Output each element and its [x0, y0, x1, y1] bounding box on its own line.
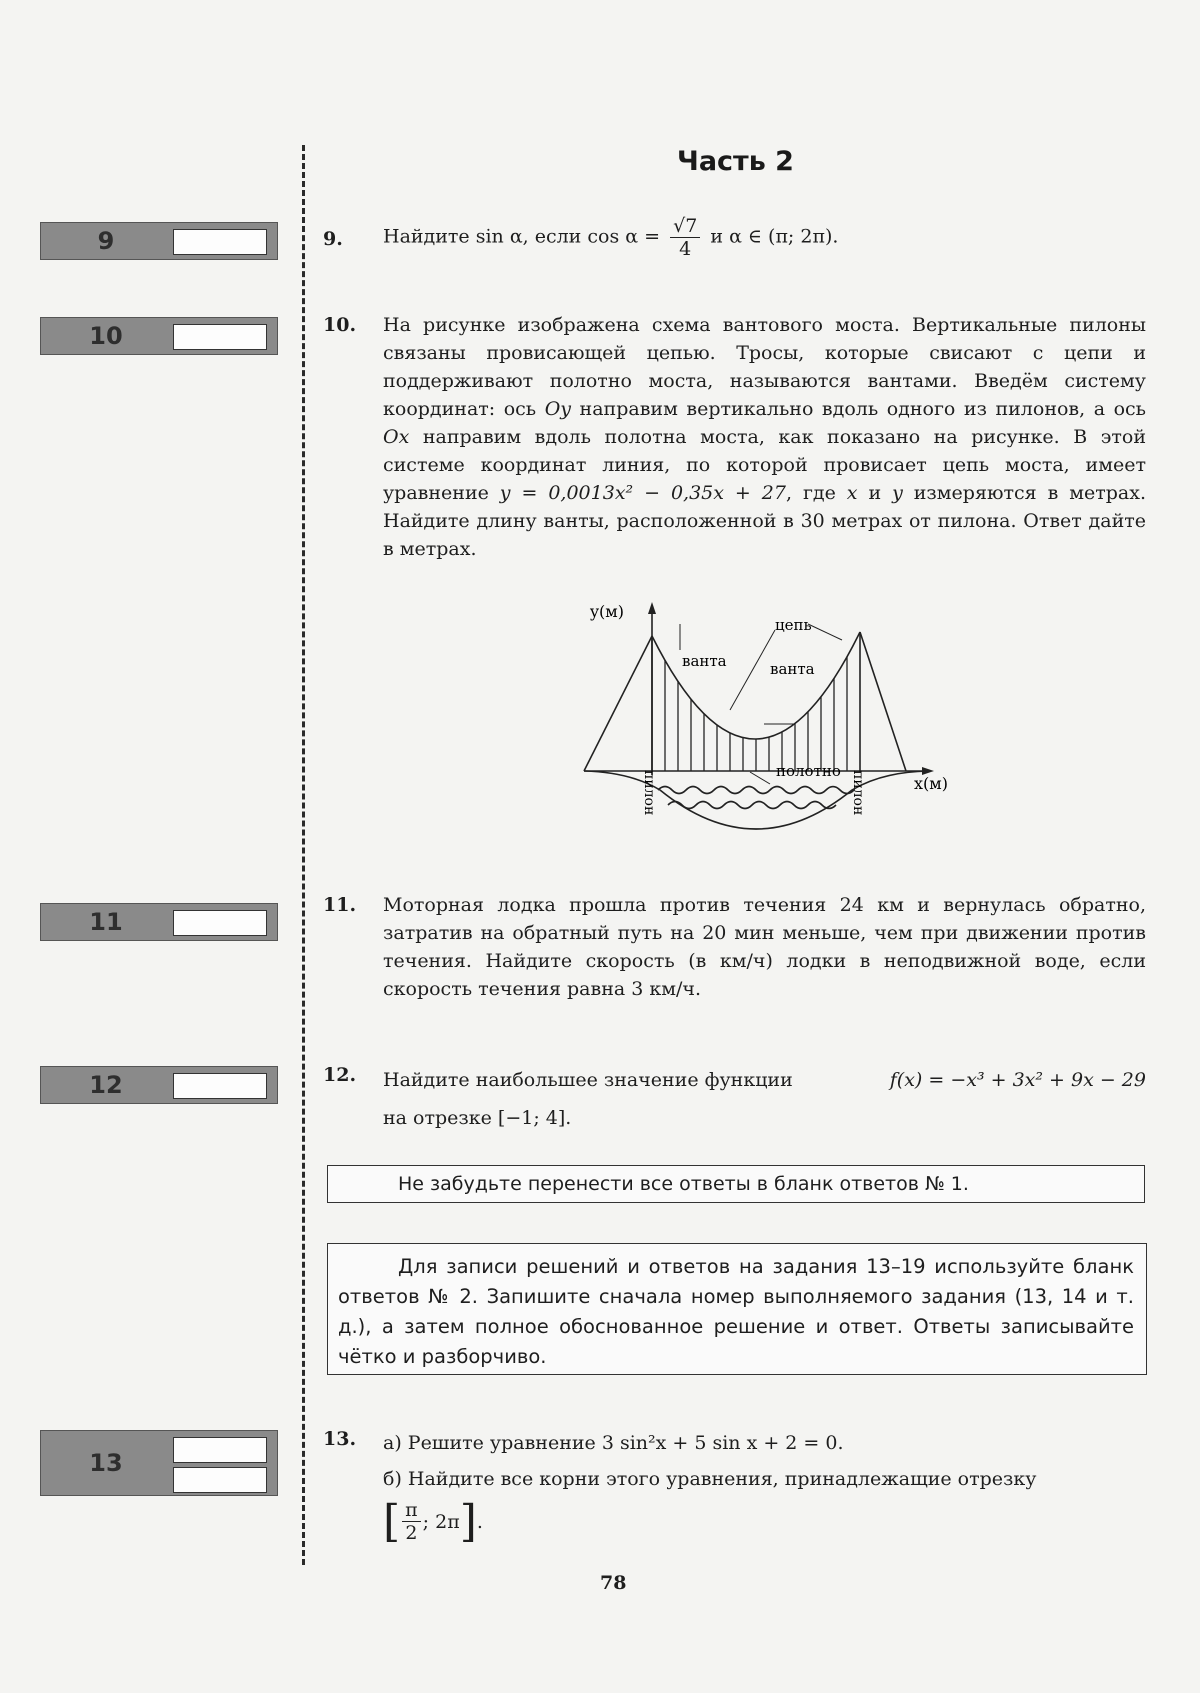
task-number: 11. [323, 894, 357, 916]
chain [652, 632, 860, 739]
fraction [402, 1499, 421, 1544]
equation: y = 0,0013x² − 0,35x + 27 [499, 482, 786, 504]
task-number: 10. [323, 314, 357, 336]
text: и [857, 482, 893, 504]
leader-line [808, 624, 842, 640]
task-body [383, 215, 838, 260]
answer-box-a[interactable] [173, 1437, 267, 1463]
answer-box-b[interactable] [173, 1467, 267, 1493]
answer-tab-9 [40, 222, 278, 260]
period: . [476, 1510, 483, 1533]
leader-line [730, 630, 775, 710]
hangers [665, 657, 847, 771]
axis-name: Ox [383, 426, 410, 448]
y-axis-arrow [648, 602, 656, 614]
task-body [383, 1061, 1146, 1137]
answer-tab-12 [40, 1066, 278, 1104]
text: направим вдоль полотна моста, как показано на рисунке. В этой системе координат линия, по которой провисает цепь моста, имеет уравнение [383, 426, 1146, 504]
part-title: Часть 2 [677, 146, 794, 177]
answer-box[interactable] [173, 1073, 267, 1099]
notice-transfer-answers: Не забудьте перенести все ответы в бланк ответов № 1. [327, 1165, 1145, 1203]
answer-box[interactable] [173, 324, 267, 350]
task-body [383, 1425, 1146, 1547]
label-vanta-right: ванта [770, 660, 815, 678]
function: f(x) = −x³ + 3x² + 9x − 29 [889, 1069, 1146, 1091]
task-text: на отрезке [−1; 4]. [383, 1107, 572, 1129]
variable: y [892, 482, 903, 504]
task-text: Найдите sin α, если cos α = [383, 225, 661, 248]
leader-line [750, 772, 770, 784]
tab-number: 13 [89, 1449, 123, 1477]
notice-instructions: Для записи решений и ответов на задания 13–19 используйте бланк ответов № 2. Запишите сначала номер выполняемого задания (13, 14 и т. д.), а затем полное обоснованное решение и ответ. Ответы записывайте чётко и разборчиво. [327, 1243, 1147, 1375]
tab-number: 11 [89, 908, 123, 936]
stay-right [860, 632, 906, 771]
task-9 [323, 215, 1143, 265]
fraction-numerator: π [402, 1499, 421, 1522]
answer-tab-11 [40, 903, 278, 941]
part-a: а) Решите уравнение 3 sin²x + 5 sin x + 2 = 0. [383, 1432, 844, 1454]
label-deck: полотно [776, 762, 841, 780]
task-body [383, 311, 1146, 563]
fraction-denominator: 4 [679, 238, 692, 260]
task-text: Найдите наибольшее значение функции [383, 1069, 793, 1091]
task-body: Моторная лодка прошла против течения 24 км и вернулась обратно, затратив на обратный путь на 20 мин меньше, чем при движении против течения. Найдите скорость (в км/ч) лодки в неподвижной воде, если скорость течения равна 3 км/ч. [383, 894, 1146, 1000]
variable: x [846, 482, 858, 504]
answer-tab-10 [40, 317, 278, 355]
task-number: 13. [323, 1428, 357, 1450]
label-chain: цепь [775, 616, 812, 634]
stay-left [584, 636, 652, 771]
text: направим вертикально вдоль одного из пилонов, а ось [571, 398, 1146, 420]
fraction-denominator: 2 [405, 1522, 418, 1544]
text: , где [785, 482, 847, 504]
axis-name: Oy [544, 398, 572, 420]
tab-number: 10 [89, 322, 123, 350]
cut-line [302, 145, 305, 1565]
task-text: и α ∈ (π; 2π). [710, 225, 839, 248]
task-number: 9. [323, 228, 343, 250]
part-b: б) Найдите все корни этого уравнения, принадлежащие отрезку [383, 1468, 1037, 1490]
text: измеряются в метрах. Найдите длину ванты, расположенной в 30 метрах от пилона. Ответ дайте в метрах. [383, 482, 1146, 560]
interval-rest: ; 2π [422, 1510, 460, 1533]
answer-box[interactable] [173, 910, 267, 936]
bridge-diagram [570, 600, 970, 850]
answer-box[interactable] [173, 229, 267, 255]
x-axis-label: x(м) [914, 774, 948, 793]
interval: [ $\frac{\pi}{2}$ ; 2π ] . [383, 1495, 483, 1547]
fraction [670, 215, 700, 260]
page-number: 78 [600, 1572, 627, 1594]
label-pylon-right: пилон [850, 770, 866, 816]
water-wave [658, 787, 854, 794]
label-pylon-left: пилон [641, 770, 657, 816]
fraction-numerator: √7 [670, 215, 700, 238]
label-vanta-left: ванта [682, 652, 727, 670]
answer-tab-13 [40, 1430, 278, 1496]
y-axis-label: y(м) [590, 602, 624, 621]
task-number: 12. [323, 1064, 357, 1086]
water-wave [668, 802, 836, 809]
tab-number: 12 [89, 1071, 123, 1099]
tab-number: 9 [97, 227, 115, 255]
text: На рисунке изображена схема вантового моста. Вертикальные пилоны связаны провисающей цепью. Тросы, которые свисают с цепи и поддерживают полотно моста, называются вантами. Введём систему координат: ось [383, 314, 1146, 420]
riverbed [584, 771, 928, 829]
